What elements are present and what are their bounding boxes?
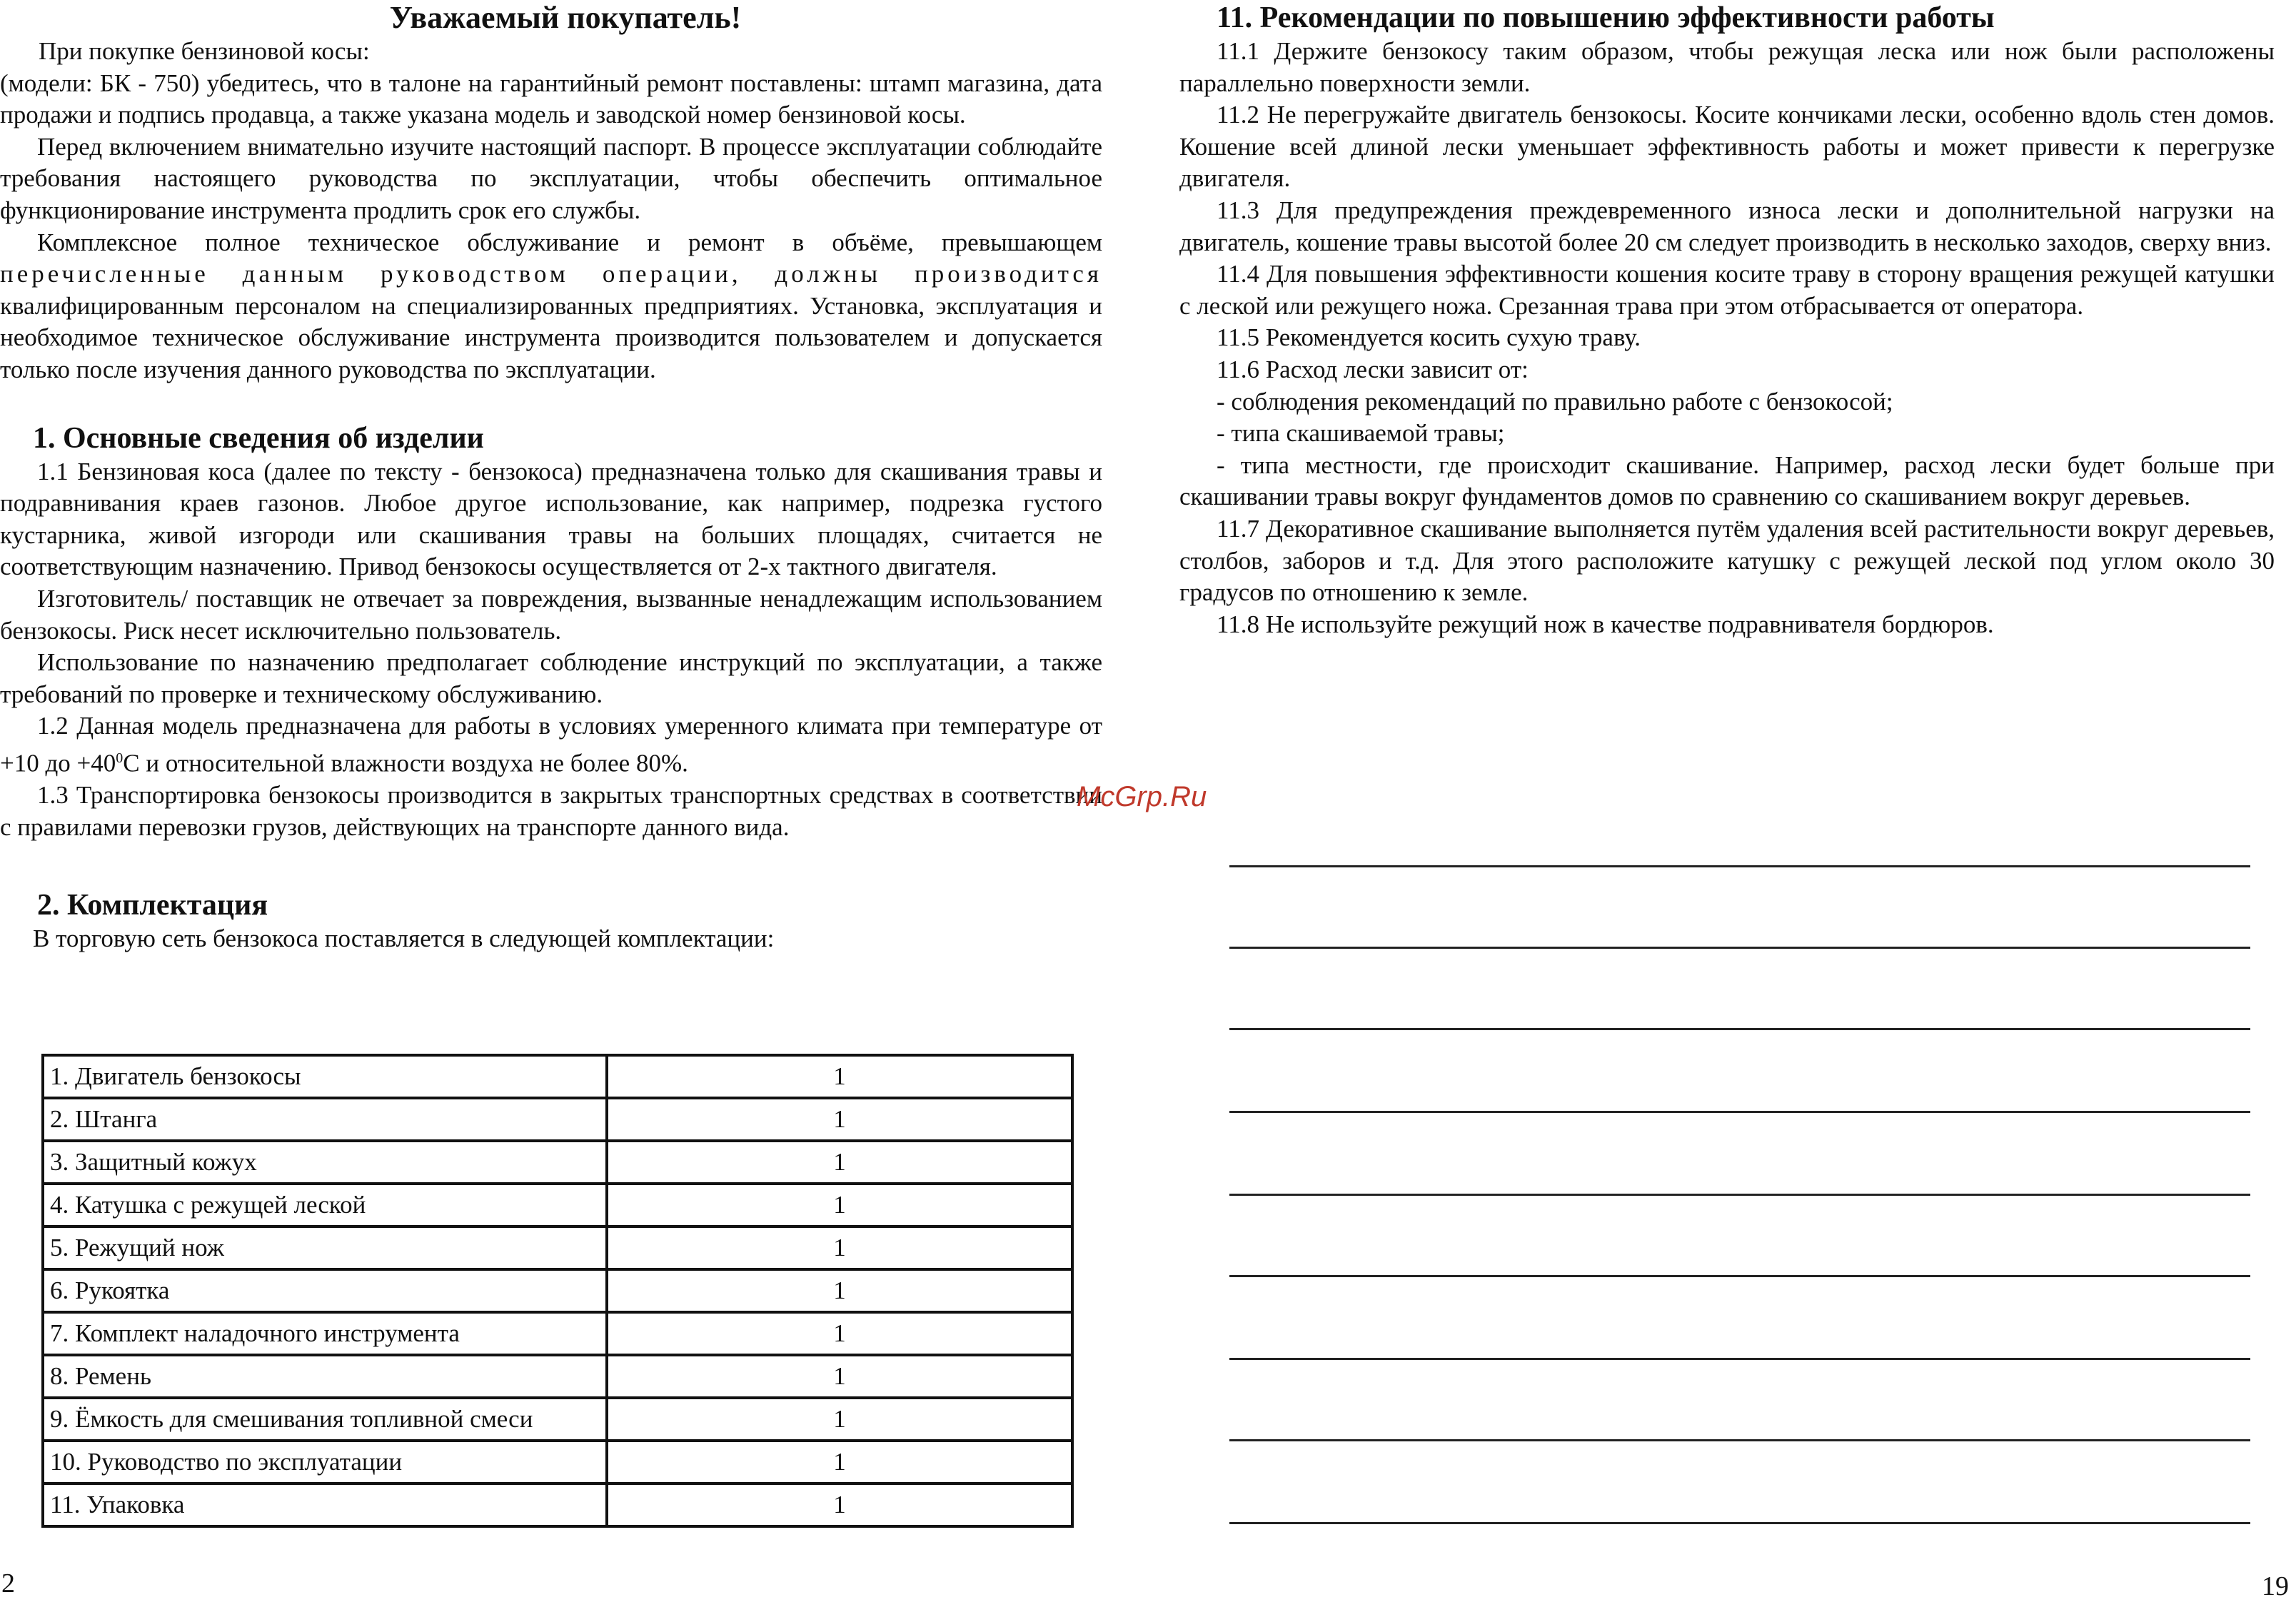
note-line — [1229, 1275, 2250, 1277]
kit-qty: 1 — [607, 1055, 1072, 1098]
rec-paragraph: 11.5 Рекомендуется косить сухую траву. — [1217, 323, 1641, 352]
note-line — [1229, 1522, 2250, 1524]
kit-item: 11. Упаковка — [43, 1483, 607, 1526]
kit-qty: 1 — [607, 1441, 1072, 1483]
section-2-intro: В торговую сеть бензокоса поставляется в следующей комплектации: — [33, 925, 775, 953]
table-row — [43, 1055, 1072, 1098]
intro-paragraph-service-2: перечисленные данным руководством операции, должны производится — [0, 260, 1102, 288]
kit-item: 10. Руководство по эксплуатации — [43, 1441, 607, 1483]
table-row — [43, 1483, 1072, 1526]
kit-qty: 1 — [607, 1226, 1072, 1269]
rec-paragraph: - соблюдения рекомендаций по правильно работе с бензокосой; — [1217, 387, 1893, 415]
section-1-paragraph-4 — [0, 710, 1102, 780]
note-line — [1229, 1194, 2250, 1196]
rec-paragraph: 11.7 Декоративное скашивание выполняется путём удаления всей растительности вокруг деревьев, столбов, заборов и т.д. Для этого расположите катушку с режущей леской под углом около 30 градусов по отношению к земле. — [1179, 514, 2275, 607]
kit-qty: 1 — [607, 1269, 1072, 1312]
kit-qty: 1 — [607, 1184, 1072, 1226]
note-line — [1229, 865, 2250, 867]
table-row — [43, 1355, 1072, 1398]
kit-item: 2. Штанга — [43, 1098, 607, 1141]
table-row — [43, 1269, 1072, 1312]
intro-paragraph-service-3: квалифицированным персоналом на специализированных предприятиях. Установка, эксплуатация и необходимое техническое обслуживание инструмента производится пользователем и допускается только после изучения данного руководства по эксплуатации. — [0, 291, 1102, 383]
page-number-left: 2 — [1, 1568, 15, 1598]
table-row — [43, 1398, 1072, 1441]
section-1-paragraph-5: 1.3 Транспортировка бензокосы производится в закрытых транспортных средствах в соответствии с правилами перевозки грузов, действующих на транспорте данного вида. — [0, 781, 1102, 841]
note-line — [1229, 1028, 2250, 1030]
intro-paragraph-model: (модели: БК - 750) убедитесь, что в талоне на гарантийный ремонт поставлены: штамп магазина, дата продажи и подпись продавца, а также указана модель и заводской номер бензиновой косы. — [0, 69, 1102, 129]
kit-table — [41, 1054, 1074, 1528]
kit-qty: 1 — [607, 1141, 1072, 1184]
intro-line-1: При покупке бензиновой косы: — [39, 37, 370, 65]
table-row — [43, 1098, 1072, 1141]
watermark: McGrp.Ru — [1077, 781, 1207, 812]
page-number-right: 19 — [2262, 1571, 2289, 1601]
kit-item: 9. Ёмкость для смешивания топливной смеси — [43, 1398, 607, 1441]
section-11-heading: 11. Рекомендации по повышению эффективности работы — [1217, 1, 1995, 34]
table-row — [43, 1226, 1072, 1269]
kit-item: 8. Ремень — [43, 1355, 607, 1398]
kit-qty: 1 — [607, 1098, 1072, 1141]
section-1-heading: 1. Основные сведения об изделии — [33, 421, 484, 455]
rec-paragraph: - типа скашиваемой травы; — [1217, 419, 1505, 448]
climate-text-b: С и относительной влажности воздуха не более 80%. — [123, 749, 688, 777]
climate-text-a: 1.2 Данная модель предназначена для работы в условиях умеренного климата при температуре от +10 до +40 — [0, 712, 1102, 777]
right-page — [1179, 0, 2275, 640]
note-line — [1229, 1358, 2250, 1360]
rec-paragraph: 11.2 Не перегружайте двигатель бензокосы. Косите кончиками лески, особенно вдоль стен домов. Кошение всей длиной лески уменьшает эффективность работы и может привести к перегрузке двигателя. — [1179, 101, 2275, 193]
table-row — [43, 1441, 1072, 1483]
left-page — [0, 0, 1102, 955]
rec-paragraph: 11.3 Для предупреждения преждевременного износа лески и дополнительной нагрузки на двигатель, кошение травы высотой более 20 см следует производить в несколько заходов, сверху вниз. — [1179, 196, 2275, 256]
kit-item: 3. Защитный кожух — [43, 1141, 607, 1184]
kit-item: 7. Комплект наладочного инструмента — [43, 1312, 607, 1355]
kit-qty: 1 — [607, 1312, 1072, 1355]
kit-qty: 1 — [607, 1483, 1072, 1526]
greeting-title: Уважаемый покупатель! — [389, 0, 742, 35]
table-row — [43, 1312, 1072, 1355]
table-row — [43, 1141, 1072, 1184]
section-1-paragraph-2: Изготовитель/ поставщик не отвечает за повреждения, вызванные ненадлежащим использованием бензокосы. Риск несет исключительно пользователь. — [0, 584, 1102, 645]
section-1-paragraph-3: Использование по назначению предполагает соблюдение инструкций по эксплуатации, а также требований по проверке и техническому обслуживанию. — [0, 648, 1102, 708]
rec-paragraph: 11.8 Не используйте режущий нож в качестве подравнивателя бордюров. — [1217, 610, 1994, 638]
section-2-heading: 2. Комплектация — [37, 889, 268, 922]
rec-paragraph: 11.4 Для повышения эффективности кошения косите траву в сторону вращения режущей катушки с леской или режущего ножа. Срезанная трава при этом отбрасывается от оператора. — [1179, 260, 2275, 320]
note-line — [1229, 1439, 2250, 1441]
rec-paragraph: - типа местности, где происходит скашивание. Например, расход лески будет больше при скашивании травы вокруг фундаментов домов по сравнению со скашиванием вокруг деревьев. — [1179, 450, 2275, 511]
kit-item: 6. Рукоятка — [43, 1269, 607, 1312]
kit-qty: 1 — [607, 1398, 1072, 1441]
rec-paragraph: 11.6 Расход лески зависит от: — [1217, 355, 1529, 383]
intro-paragraph-service-1: Комплексное полное техническое обслуживание и ремонт в объёме, превышающем — [37, 228, 1102, 256]
kit-item: 1. Двигатель бензокосы — [43, 1055, 607, 1098]
section-1-paragraph-1: 1.1 Бензиновая коса (далее по тексту - бензокоса) предназначена только для скашивания травы и подравнивания краев газонов. Любое другое использование, как например, подрезка густого кустарника, живой изгороди или скашивания травы на больших площадях, считается не соответствующим назначению. Привод бензокосы осуществляется от 2-х тактного двигателя. — [0, 457, 1102, 581]
kit-item: 5. Режущий нож — [43, 1226, 607, 1269]
note-line — [1229, 1111, 2250, 1113]
kit-item: 4. Катушка с режущей леской — [43, 1184, 607, 1226]
degree-sup: 0 — [116, 750, 124, 766]
intro-paragraph-read: Перед включением внимательно изучите настоящий паспорт. В процессе эксплуатации соблюдайте требования настоящего руководства по эксплуатации, чтобы обеспечить оптимальное функционирование инструмента продлить срок его службы. — [0, 132, 1102, 224]
rec-paragraph: 11.1 Держите бензокосу таким образом, чтобы режущая леска или нож были расположены параллельно поверхности земли. — [1179, 37, 2275, 97]
note-line — [1229, 947, 2250, 949]
kit-qty: 1 — [607, 1355, 1072, 1398]
table-row — [43, 1184, 1072, 1226]
